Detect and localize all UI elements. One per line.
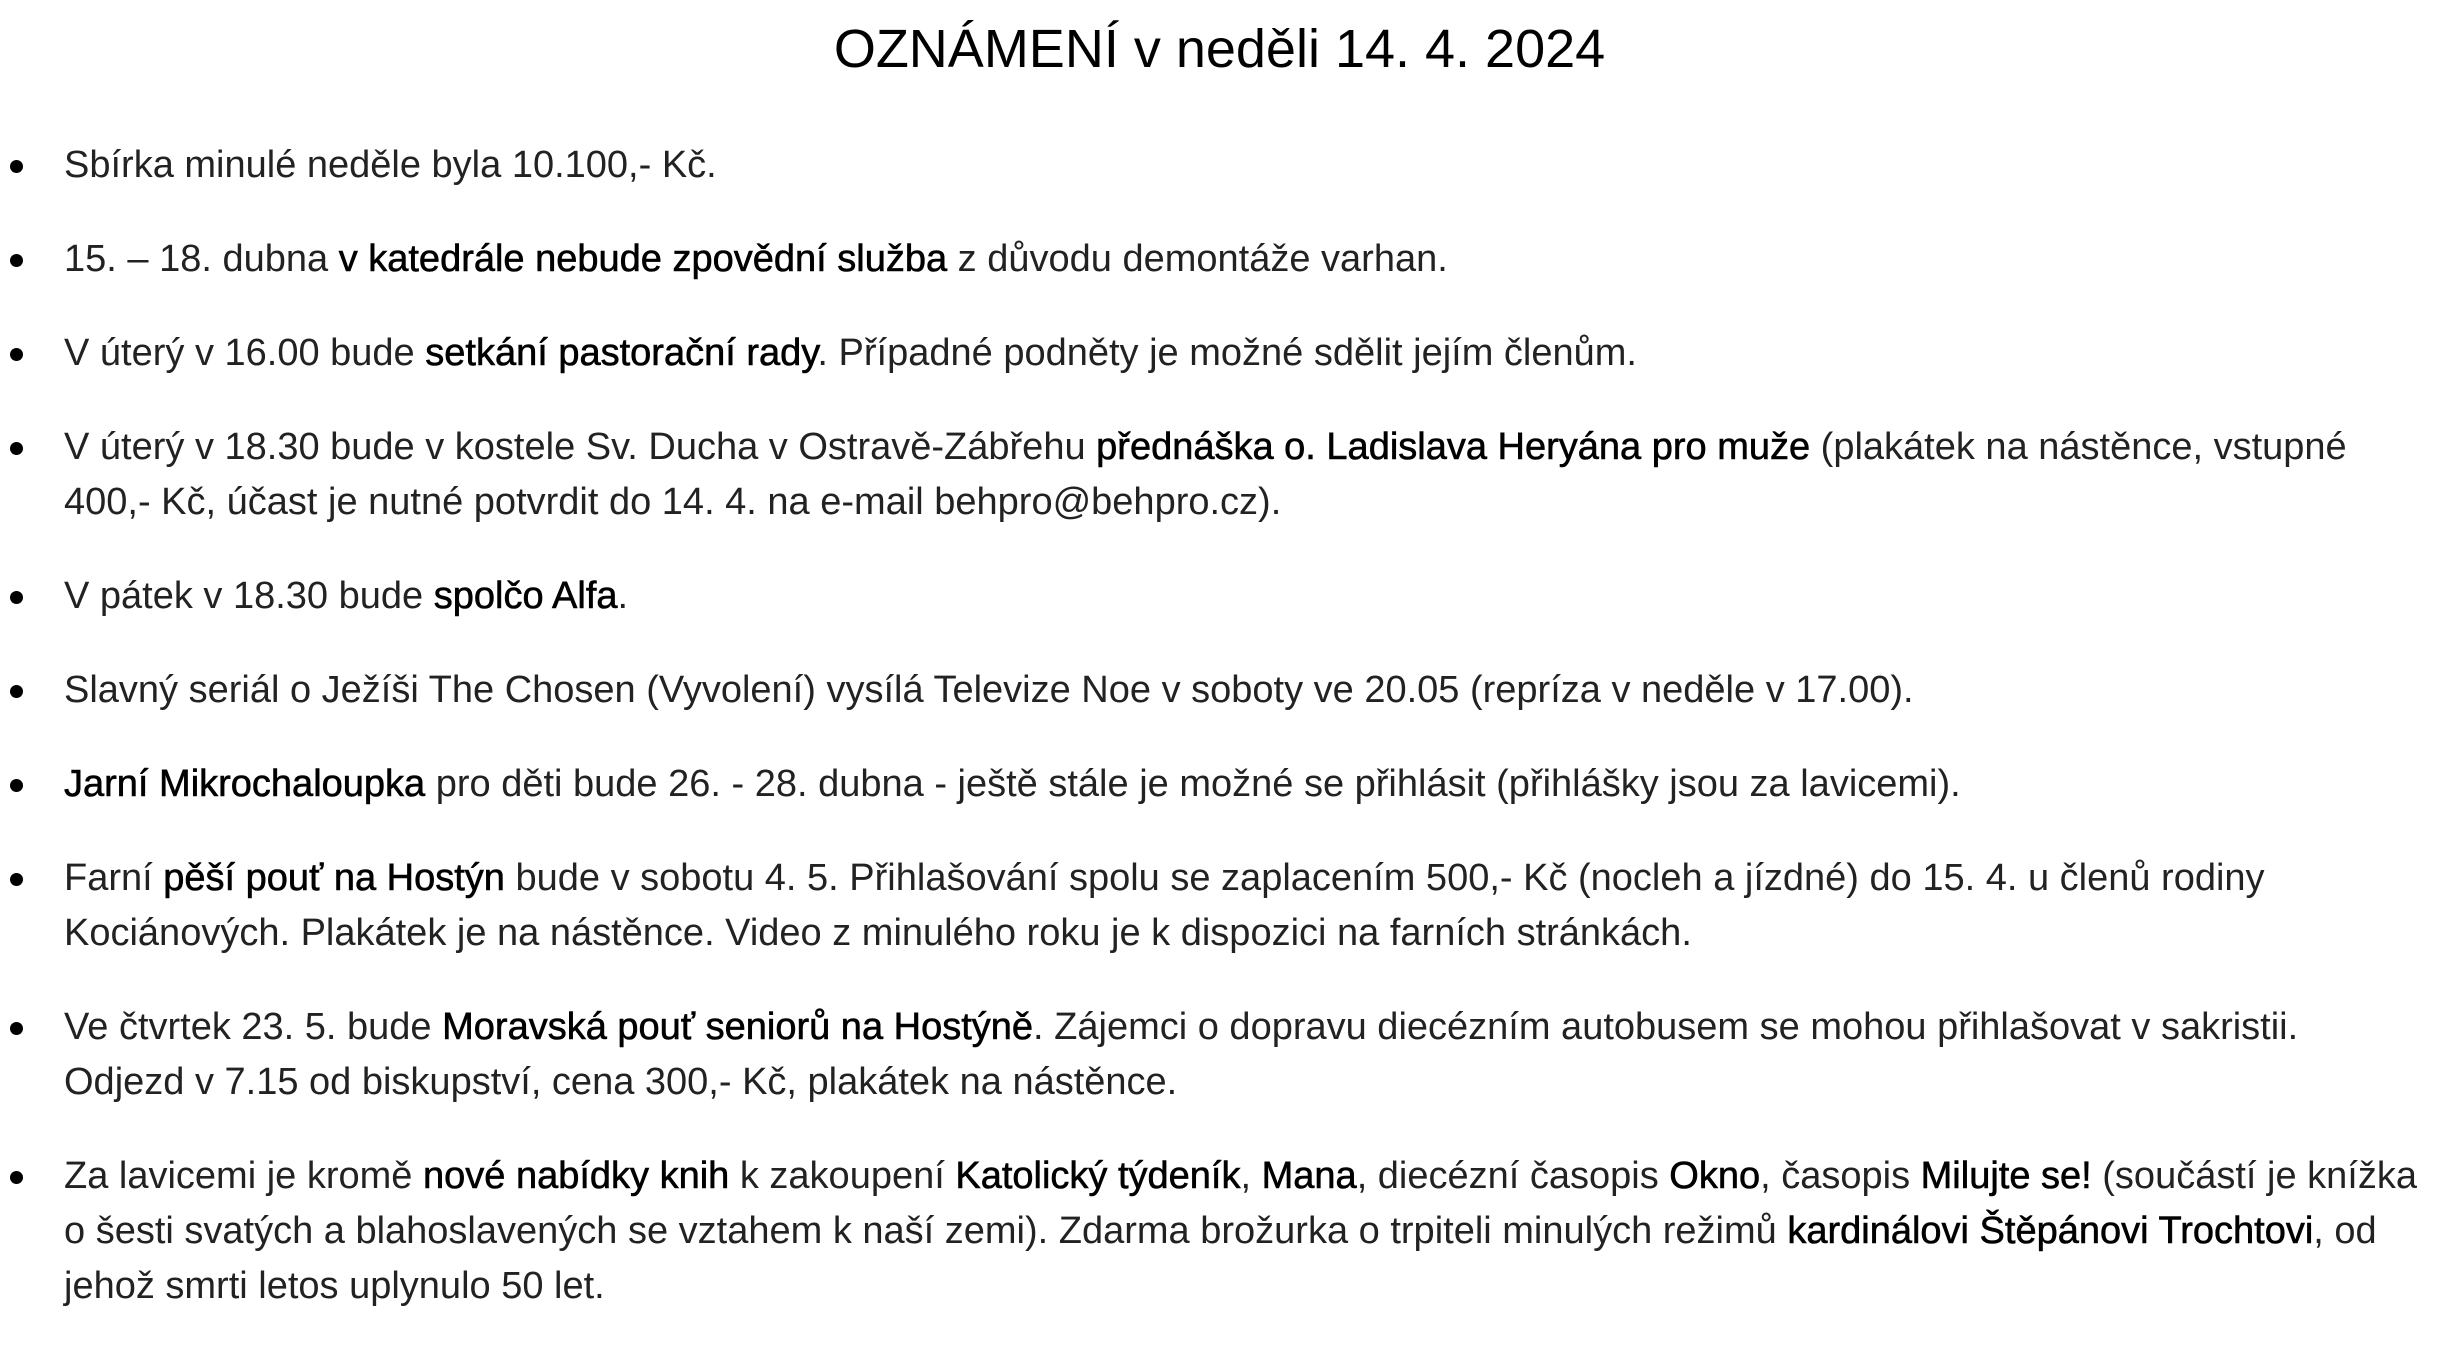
bullet-icon (10, 591, 23, 604)
bullet-icon (10, 779, 23, 792)
bullet-icon (10, 348, 23, 361)
list-item (0, 757, 2439, 812)
bullet-icon (10, 254, 23, 267)
list-item (0, 420, 2439, 530)
bullet-icon (10, 160, 23, 173)
list-item (0, 326, 2439, 381)
item-text: Jarní Mikrochaloupka pro děti bude 26. - 28. dubna - ještě stále je možné se přihlásit (přihlášky jsou za lavicemi). (64, 763, 1961, 805)
bullet-icon (10, 873, 23, 886)
list-item (0, 569, 2439, 624)
item-text: Za lavicemi je kromě nové nabídky knih k zakoupení Katolický týdeník, Mana, diecézní časopis Okno, časopis Milujte se! (součástí je knížka o šesti svatých a blahoslavených se vztahem k naší zemi). Zdarma brožurka o trpiteli minulých režimů kardinálovi Štěpánovi Trochtovi, od jehož smrti letos uplynulo 50 let. (64, 1155, 2417, 1307)
list-item (0, 232, 2439, 287)
item-text: V úterý v 18.30 bude v kostele Sv. Ducha v Ostravě-Zábřehu přednáška o. Ladislava Heryána pro muže (plakátek na nástěnce, vstupné 400,- Kč, účast je nutné potvrdit do 14. 4. na e-mail behpro@behpro.cz). (64, 426, 2347, 523)
announcement-list (0, 138, 2439, 1353)
list-item (0, 851, 2439, 961)
item-text: Sbírka minulé neděle byla 10.100,- Kč. (64, 144, 717, 186)
bullet-icon (10, 442, 23, 455)
item-text: Slavný seriál o Ježíši The Chosen (Vyvolení) vysílá Televize Noe v soboty ve 20.05 (repríza v neděle v 17.00). (64, 669, 1914, 711)
bullet-icon (10, 685, 23, 698)
bullet-icon (10, 1171, 23, 1184)
list-item (0, 1149, 2439, 1314)
list-item (0, 1000, 2439, 1110)
item-text: V úterý v 16.00 bude setkání pastorační rady. Případné podněty je možné sdělit jejím členům. (64, 332, 1637, 374)
list-item (0, 663, 2439, 718)
item-text: Ve čtvrtek 23. 5. bude Moravská pouť seniorů na Hostýně. Zájemci o dopravu diecézním autobusem se mohou přihlašovat v sakristii. Odjezd v 7.15 od biskupství, cena 300,- Kč, plakátek na nástěnce. (64, 1006, 2299, 1103)
page-title: OZNÁMENÍ v neděli 14. 4. 2024 (833, 19, 1606, 79)
item-text: V pátek v 18.30 bude spolčo Alfa. (64, 575, 629, 617)
list-item (0, 138, 2439, 193)
bullet-icon (10, 1022, 23, 1035)
item-text: 15. – 18. dubna v katedrále nebude zpovědní služba z důvodu demontáže varhan. (64, 238, 1448, 280)
item-text: Farní pěší pouť na Hostýn bude v sobotu 4. 5. Přihlašování spolu se zaplacením 500,- Kč (nocleh a jízdné) do 15. 4. u členů rodiny Kociánových. Plakátek je na nástěnce. Video z minulého roku je k dispozici na farních stránkách. (64, 857, 2265, 954)
